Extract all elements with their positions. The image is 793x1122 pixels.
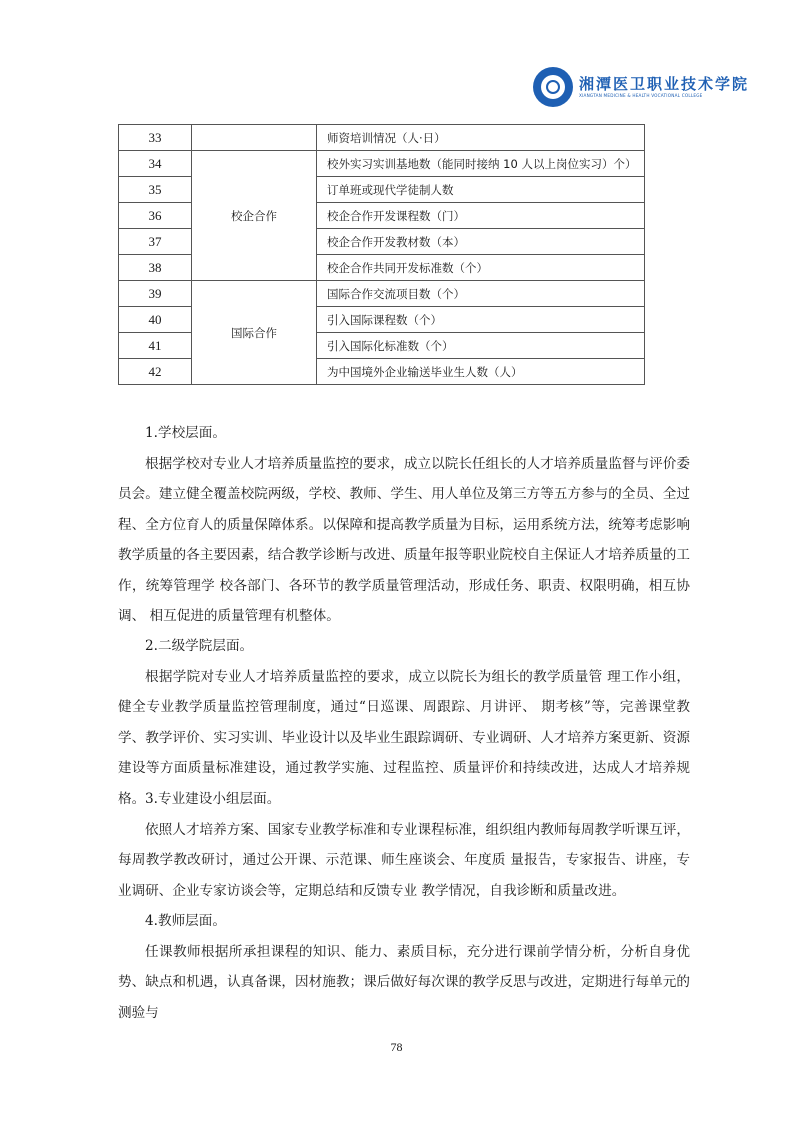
section-paragraph: 依照人才培养方案、国家专业教学标准和专业课程标准，组织组内教师每周教学听课互评，每周教学教改研讨，通过公开课、示范课、师生座谈会、年度质 量报告，专家报告、讲座，专业调研、企业专家访谈会等，定期总结和反馈专业 教学情况，自我诊断和质量改进。	[118, 821, 690, 899]
indicator-item: 校企合作开发课程数（门）	[317, 203, 645, 229]
indicator-item: 订单班或现代学徒制人数	[317, 177, 645, 203]
section-school	[118, 418, 690, 632]
table-row	[119, 125, 645, 151]
category-cell: 国际合作	[192, 281, 317, 385]
row-number: 41	[119, 333, 192, 359]
section-teacher	[118, 906, 690, 1028]
indicator-item: 国际合作交流项目数（个）	[317, 281, 645, 307]
table-row	[119, 151, 645, 177]
college-name-cn: 湘潭医卫职业技术学院	[579, 75, 750, 93]
indicator-item: 师资培训情况（人·日）	[317, 125, 645, 151]
section-heading: 4.教师层面。	[145, 913, 226, 929]
row-number: 33	[119, 125, 192, 151]
row-number: 36	[119, 203, 192, 229]
section-heading: 2.二级学院层面。	[145, 638, 254, 654]
indicator-item: 校企合作共同开发标准数（个）	[317, 255, 645, 281]
college-emblem-icon	[533, 67, 573, 107]
row-number: 39	[119, 281, 192, 307]
college-name-en: XIANGTAN MEDICINE & HEALTH VOCATIONAL COLLEGE	[579, 93, 703, 98]
college-logo	[533, 67, 749, 107]
table-row	[119, 281, 645, 307]
section-paragraph: 根据学院对专业人才培养质量监控的要求，成立以院长为组长的教学质量管 理工作小组，健全专业教学质量监控管理制度，通过“日巡课、周跟踪、月讲评、 期考核”等，完善课堂教学、教学评价、实习实训、毕业设计以及毕业生跟踪调研、专业调研、人才培养方案更新、资源建设等方面质量标准建设，通过教学实施、过程监控、质量评价和持续改进，达成人才培养规格。	[118, 668, 690, 807]
section-specialty-group	[118, 784, 690, 906]
row-number: 35	[119, 177, 192, 203]
section-paragraph: 任课教师根据所承担课程的知识、能力、素质目标，充分进行课前学情分析，分析自身优势、缺点和机遇，认真备课，因材施教；课后做好每次课的教学反思与改进，定期进行每单元的测验与	[118, 943, 690, 1021]
section-heading: 1.学校层面。	[145, 425, 226, 441]
section-paragraph: 根据学校对专业人才培养质量监控的要求，成立以院长任组长的人才培养质量监督与评价委员会。建立健全覆盖校院两级，学校、教师、学生、用人单位及第三方等五方参与的全员、全过程、全方位育人的质量保障体系。以保障和提高教学质量为目标，运用系统方法，统筹考虑影响教学质量的各主要因素，结合教学诊断与改进、质量年报等职业院校自主保证人才培养质量的工作，统筹管理学 校各部门、各环节的教学质量管理活动，形成任务、职责、权限明确，相互协调、 相互促进的质量管理有机整体。	[118, 455, 690, 624]
indicator-item: 为中国境外企业输送毕业生人数（人）	[317, 359, 645, 385]
row-number: 38	[119, 255, 192, 281]
indicator-item: 引入国际化标准数（个）	[317, 333, 645, 359]
row-number: 40	[119, 307, 192, 333]
indicator-item: 校外实习实训基地数（能同时接纳 10 人以上岗位实习）个）	[317, 151, 645, 177]
indicator-table	[118, 124, 645, 385]
section-heading: 3.专业建设小组层面。	[145, 791, 281, 807]
row-number: 42	[119, 359, 192, 385]
page-number: 78	[390, 1040, 403, 1054]
category-cell-empty	[192, 125, 317, 151]
row-number: 37	[119, 229, 192, 255]
indicator-item: 校企合作开发教材数（本）	[317, 229, 645, 255]
indicator-item: 引入国际课程数（个）	[317, 307, 645, 333]
category-cell: 校企合作	[192, 151, 317, 281]
row-number: 34	[119, 151, 192, 177]
